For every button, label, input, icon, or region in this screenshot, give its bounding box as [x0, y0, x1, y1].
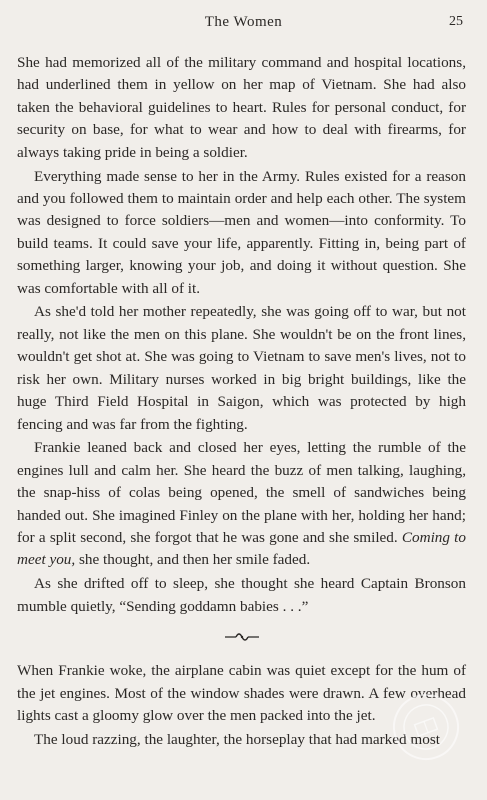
- paragraph: Everything made sense to her in the Army. Rules existed for a reason and you followed them to maintain order and help each other. The system was designed to force soldiers—men and women—into conformity. To build teams. It could save your life, apparently. Fitting in, being part of something larger, knowing your job, and doing it without question. She was comfortable with all of it.: [17, 167, 466, 297]
- section-break-ornament-icon: [224, 632, 260, 642]
- paragraph: When Frankie woke, the airplane cabin was quiet except for the hum of the jet engines. Most of the window shades were drawn. A few overhead lights cast a gloomy glow over the men packed into the jet.: [17, 662, 466, 724]
- paragraph: The loud razzing, the laughter, the horseplay that had marked most: [34, 730, 440, 748]
- paragraph-text: Frankie leaned back and closed her eyes, letting the rumble of the engines lull and calm her. She heard the buzz of men talking, laughing, the snap-hiss of colas being opened, the smell of sandwiches being handed out. She imagined Finley on the plane with her, holding her hand; for a split second, she forgot that he was gone and she smiled.: [17, 439, 466, 547]
- running-head: The Women: [204, 14, 283, 30]
- paragraph: As she'd told her mother repeatedly, she was going off to war, but not really, not like the men on this plane. She wouldn't be on the front lines, wouldn't get shot at. She was going to Vietnam to save men's lives, not to risk her own. Military nurses worked in big bright buildings, like the huge Third Field Hospital in Saigon, which was protected by high fencing and was far from the fighting.: [17, 303, 466, 433]
- body-text: [17, 52, 466, 753]
- paragraph: She had memorized all of the military command and hospital locations, had underlined them in yellow on her map of Vietnam. She had also taken the behavioral guidelines to heart. Rules for personal conduct, for security on base, for what to wear and how to deal with firearms, for always taking pride in being a soldier.: [17, 54, 466, 161]
- paragraph-frankie: [17, 437, 466, 571]
- paragraph-text: she thought, and then her smile faded.: [75, 551, 311, 569]
- page-number: 25: [449, 14, 463, 29]
- page-header: [0, 14, 487, 34]
- paragraph: As she drifted off to sleep, she thought she heard Captain Bronson mumble quietly, “Sending goddamn babies . . .”: [17, 575, 466, 615]
- italic-phrase: Coming to meet you,: [17, 529, 466, 569]
